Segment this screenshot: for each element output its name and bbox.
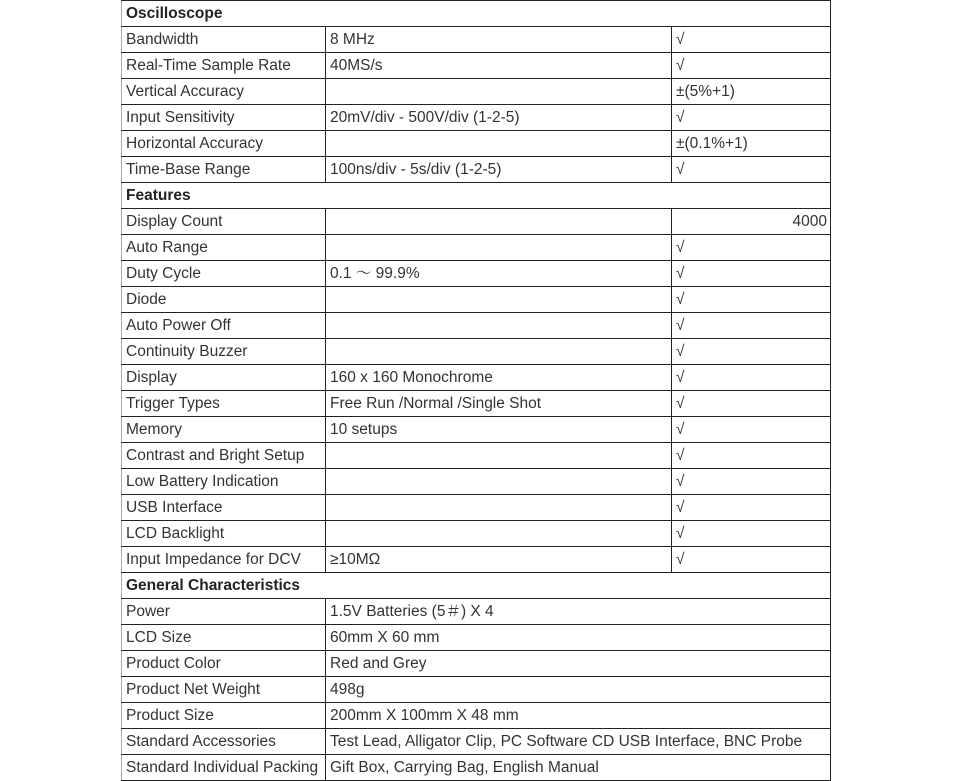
- table-row: [122, 365, 831, 391]
- section-title: Features: [122, 183, 831, 209]
- spec-support: ±(0.1%+1): [672, 131, 831, 157]
- spec-value: Red and Grey: [326, 651, 831, 677]
- spec-support: √: [672, 235, 831, 261]
- table-row: [122, 599, 831, 625]
- spec-value: [326, 287, 672, 313]
- spec-value: 0.1 ～ 99.9%: [326, 261, 672, 287]
- table-row: [122, 287, 831, 313]
- table-row: [122, 651, 831, 677]
- spec-value: Gift Box, Carrying Bag, English Manual: [326, 755, 831, 781]
- spec-value: Test Lead, Alligator Clip, PC Software CD USB Interface, BNC Probe: [326, 729, 831, 755]
- spec-name: Trigger Types: [122, 391, 326, 417]
- table-row: [122, 313, 831, 339]
- spec-name: USB Interface: [122, 495, 326, 521]
- spec-value: [326, 79, 672, 105]
- spec-value: 100ns/div - 5s/div (1-2-5): [326, 157, 672, 183]
- spec-name: Horizontal Accuracy: [122, 131, 326, 157]
- table-row: [122, 547, 831, 573]
- spec-name: Contrast and Bright Setup: [122, 443, 326, 469]
- spec-name: Product Color: [122, 651, 326, 677]
- section-header-row: [122, 1, 831, 27]
- spec-support: √: [672, 287, 831, 313]
- spec-name: Time-Base Range: [122, 157, 326, 183]
- spec-name: Real-Time Sample Rate: [122, 53, 326, 79]
- spec-value: [326, 443, 672, 469]
- spec-value: [326, 469, 672, 495]
- table-row: [122, 443, 831, 469]
- table-row: [122, 755, 831, 781]
- spec-name: Auto Power Off: [122, 313, 326, 339]
- table-row: [122, 339, 831, 365]
- spec-value: ≥10MΩ: [326, 547, 672, 573]
- spec-support: √: [672, 339, 831, 365]
- table-row: [122, 703, 831, 729]
- spec-value: [326, 209, 672, 235]
- table-row: [122, 729, 831, 755]
- spec-value: 8 MHz: [326, 27, 672, 53]
- spec-value: 20mV/div - 500V/div (1-2-5): [326, 105, 672, 131]
- spec-support: √: [672, 157, 831, 183]
- spec-support: √: [672, 313, 831, 339]
- spec-value: [326, 495, 672, 521]
- spec-name: Low Battery Indication: [122, 469, 326, 495]
- spec-support: √: [672, 53, 831, 79]
- spec-support: √: [672, 365, 831, 391]
- spec-value: [326, 131, 672, 157]
- section-header-row: [122, 573, 831, 599]
- spec-name: LCD Backlight: [122, 521, 326, 547]
- spec-name: Product Net Weight: [122, 677, 326, 703]
- spec-value: 40MS/s: [326, 53, 672, 79]
- spec-name: Vertical Accuracy: [122, 79, 326, 105]
- spec-name: Display: [122, 365, 326, 391]
- spec-value: [326, 235, 672, 261]
- spec-support: √: [672, 105, 831, 131]
- spec-name: Bandwidth: [122, 27, 326, 53]
- table-row: [122, 261, 831, 287]
- table-row: [122, 391, 831, 417]
- spec-support: √: [672, 261, 831, 287]
- spec-name: Product Size: [122, 703, 326, 729]
- spec-value: 10 setups: [326, 417, 672, 443]
- table-row: [122, 677, 831, 703]
- table-row: [122, 157, 831, 183]
- spec-support: √: [672, 547, 831, 573]
- spec-support: 4000: [672, 209, 831, 235]
- table-row: [122, 625, 831, 651]
- spec-value: 60mm X 60 mm: [326, 625, 831, 651]
- spec-name: Continuity Buzzer: [122, 339, 326, 365]
- spec-value: [326, 313, 672, 339]
- spec-value: 200mm X 100mm X 48 mm: [326, 703, 831, 729]
- spec-support: √: [672, 27, 831, 53]
- spec-support: √: [672, 495, 831, 521]
- table-row: [122, 417, 831, 443]
- spec-name: LCD Size: [122, 625, 326, 651]
- table-row: [122, 79, 831, 105]
- spec-name: Memory: [122, 417, 326, 443]
- section-header-row: [122, 183, 831, 209]
- table-row: [122, 469, 831, 495]
- spec-value: 498g: [326, 677, 831, 703]
- spec-name: Input Sensitivity: [122, 105, 326, 131]
- spec-support: √: [672, 521, 831, 547]
- spec-value: 160 x 160 Monochrome: [326, 365, 672, 391]
- spec-support: √: [672, 469, 831, 495]
- spec-name: Input Impedance for DCV: [122, 547, 326, 573]
- table-row: [122, 131, 831, 157]
- spec-table: [121, 0, 831, 781]
- section-title: General Characteristics: [122, 573, 831, 599]
- spec-value: [326, 521, 672, 547]
- table-row: [122, 27, 831, 53]
- spec-value: [326, 339, 672, 365]
- spec-support: √: [672, 417, 831, 443]
- spec-name: Auto Range: [122, 235, 326, 261]
- spec-value: Free Run /Normal /Single Shot: [326, 391, 672, 417]
- table-row: [122, 209, 831, 235]
- table-row: [122, 235, 831, 261]
- spec-value: 1.5V Batteries (5＃) X 4: [326, 599, 831, 625]
- spec-name: Display Count: [122, 209, 326, 235]
- spec-support: √: [672, 391, 831, 417]
- spec-name: Standard Individual Packing: [122, 755, 326, 781]
- spec-name: Power: [122, 599, 326, 625]
- table-row: [122, 53, 831, 79]
- spec-name: Standard Accessories: [122, 729, 326, 755]
- spec-name: Duty Cycle: [122, 261, 326, 287]
- table-row: [122, 521, 831, 547]
- spec-support: √: [672, 443, 831, 469]
- section-title: Oscilloscope: [122, 1, 831, 27]
- table-row: [122, 105, 831, 131]
- spec-name: Diode: [122, 287, 326, 313]
- spec-support: ±(5%+1): [672, 79, 831, 105]
- table-row: [122, 495, 831, 521]
